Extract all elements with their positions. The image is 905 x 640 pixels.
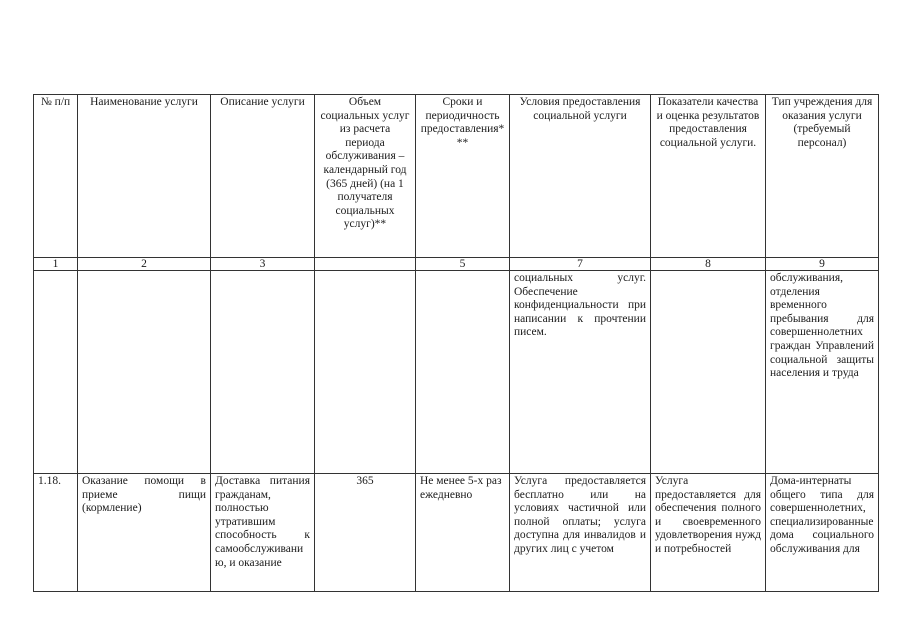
- service-description: Доставка питания гражданам, полностью утратившим способность к самообслуживанию, и оказание: [211, 474, 315, 592]
- column-number: 1: [34, 258, 78, 271]
- column-number: 8: [651, 258, 766, 271]
- header-period: Сроки и периодичность предоставления***: [416, 95, 510, 258]
- service-period: Не менее 5-х раз ежедневно: [416, 474, 510, 592]
- service-conditions: Услуга предоставляется бесплатно или на условиях частичной или полной оплаты; услуга доступна для инвалидов и других лиц с учетом: [510, 474, 651, 592]
- column-number: 7: [510, 258, 651, 271]
- empty-cell: [651, 271, 766, 474]
- header-institution: Тип учреждения для оказания услуги (требуемый персонал): [766, 95, 879, 258]
- column-number: 3: [211, 258, 315, 271]
- header-number: № п/п: [34, 95, 78, 258]
- column-number-row: [34, 258, 879, 271]
- column-number: 9: [766, 258, 879, 271]
- conditions-continued: социальных услуг. Обеспечение конфиденциальности при написании к прочтении писем.: [510, 271, 651, 474]
- table-row-1-18: [34, 474, 879, 592]
- column-number: [315, 258, 416, 271]
- row-number: 1.18.: [34, 474, 78, 592]
- empty-cell: [315, 271, 416, 474]
- column-number: 2: [78, 258, 211, 271]
- institution-continued: обслуживания, отделения временного пребывания для совершеннолетних граждан Управлений социальной защиты населения и труда: [766, 271, 879, 474]
- service-institution: Дома-интернаты общего типа для совершеннолетних, специализированные дома социального обслуживания для: [766, 474, 879, 592]
- header-quality: Показатели качества и оценка результатов предоставления социальной услуги.: [651, 95, 766, 258]
- empty-cell: [34, 271, 78, 474]
- column-number: 5: [416, 258, 510, 271]
- header-service-name: Наименование услуги: [78, 95, 211, 258]
- service-quality: Услуга предоставляется для обеспечения полного и своевременного удовлетворения нужд и потребностей: [651, 474, 766, 592]
- table-header-row: [34, 95, 879, 258]
- header-volume: Объем социальных услуг из расчета периода обслуживания – календарный год (365 дней) (на 1 получателя социальных услуг)**: [315, 95, 416, 258]
- services-table: [33, 94, 879, 592]
- table-row-continuation: [34, 271, 879, 474]
- service-name: Оказание помощи в приеме пищи (кормление): [78, 474, 211, 592]
- empty-cell: [416, 271, 510, 474]
- empty-cell: [211, 271, 315, 474]
- header-service-description: Описание услуги: [211, 95, 315, 258]
- service-volume: 365: [315, 474, 416, 592]
- header-conditions: Условия предоставления социальной услуги: [510, 95, 651, 258]
- empty-cell: [78, 271, 211, 474]
